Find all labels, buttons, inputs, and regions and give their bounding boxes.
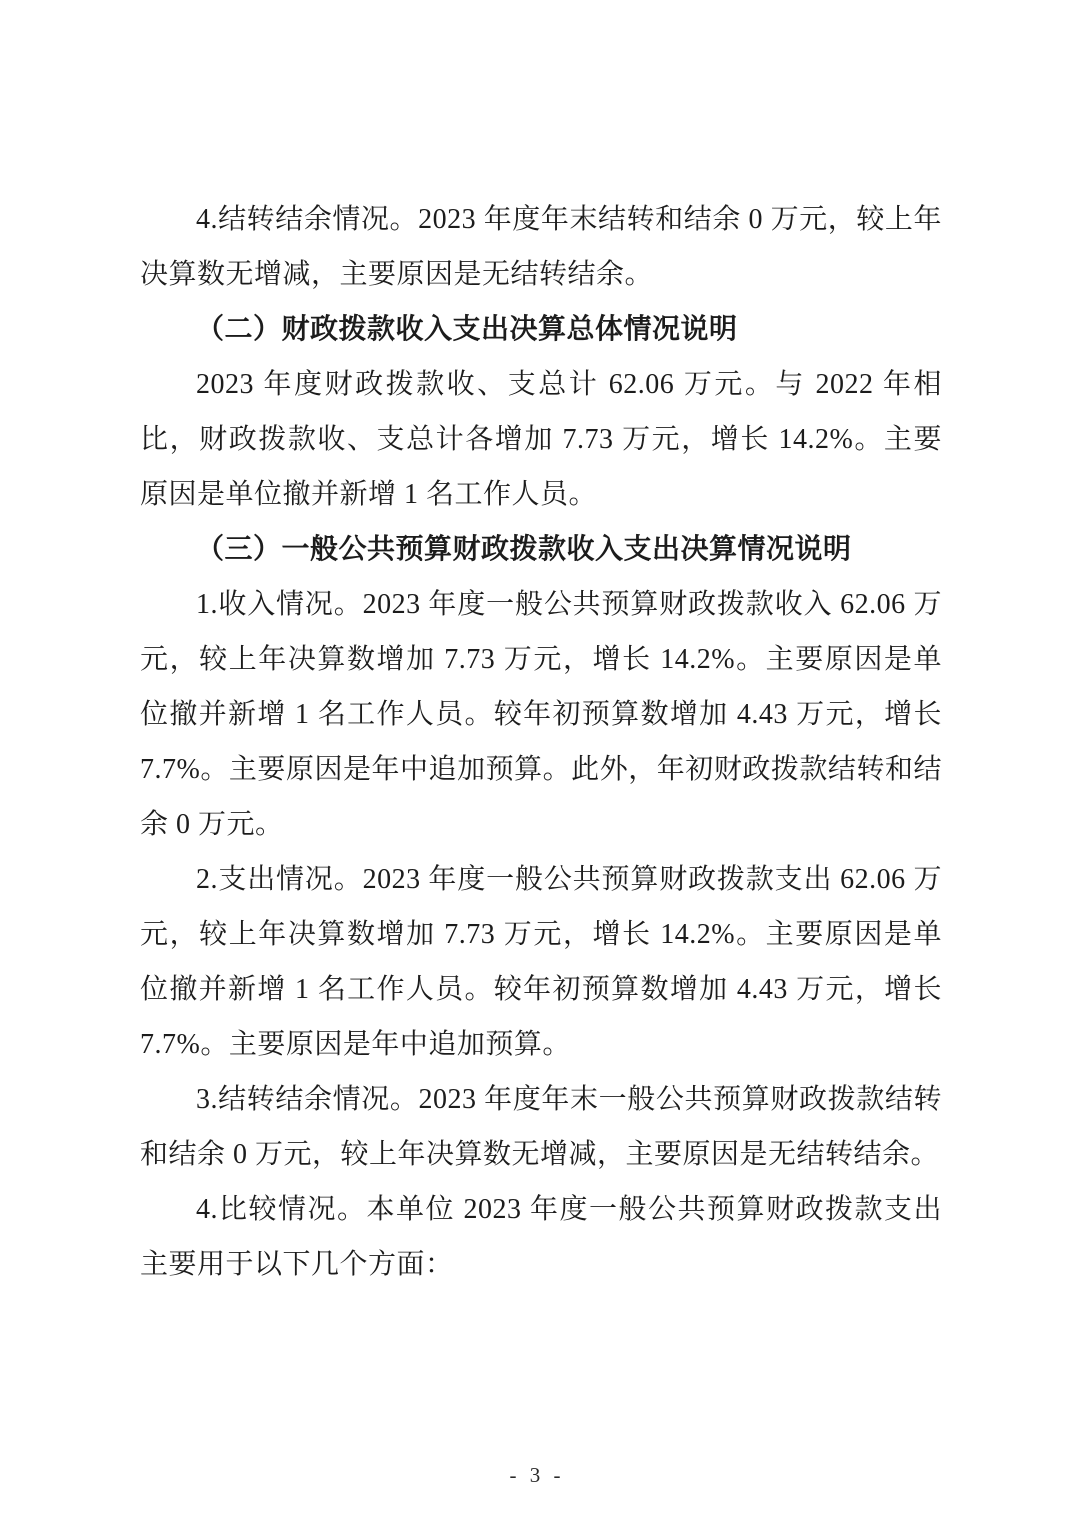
paragraph-carryover-summary: 4.结转结余情况。2023 年度年末结转和结余 0 万元，较上年决算数无增减，主要原因是无结转结余。 bbox=[140, 204, 942, 290]
paragraph-expenditure-situation: 2.支出情况。2023 年度一般公共预算财政拨款支出 62.06 万元，较上年决算数增加 7.73 万元，增长 14.2%。主要原因是单位撤并新增 1 名工作人员。较年初预算数增加 4.43 万元，增长 7.7%。主要原因是年中追加预算。 bbox=[140, 864, 942, 1060]
document-body bbox=[140, 192, 942, 1292]
paragraph-fiscal-appropriation-total: 2023 年度财政拨款收、支总计 62.06 万元。与 2022 年相比，财政拨款收、支总计各增加 7.73 万元，增长 14.2%。主要原因是单位撤并新增 1 名工作人员。 bbox=[140, 369, 942, 510]
paragraph-carryover-balance: 3.结转结余情况。2023 年度年末一般公共预算财政拨款结转和结余 0 万元，较上年决算数无增减，主要原因是无结转结余。 bbox=[140, 1084, 942, 1170]
paragraph-comparison-intro: 4.比较情况。本单位 2023 年度一般公共预算财政拨款支出主要用于以下几个方面： bbox=[140, 1194, 942, 1280]
section-heading-fiscal-appropriation-overview: （二）财政拨款收入支出决算总体情况说明 bbox=[196, 314, 738, 345]
paragraph-income-situation: 1.收入情况。2023 年度一般公共预算财政拨款收入 62.06 万元，较上年决算数增加 7.73 万元，增长 14.2%。主要原因是单位撤并新增 1 名工作人员。较年初预算数增加 4.43 万元，增长 7.7%。主要原因是年中追加预算。此外，年初财政拨款结转和结余 0 万元。 bbox=[140, 589, 942, 840]
page-number: - 3 - bbox=[509, 1463, 565, 1487]
section-heading-general-public-budget: （三）一般公共预算财政拨款收入支出决算情况说明 bbox=[196, 534, 852, 565]
